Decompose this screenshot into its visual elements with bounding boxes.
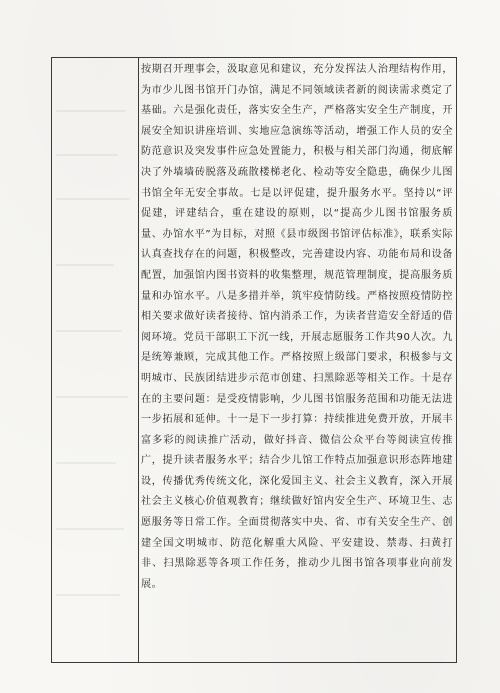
bleed-through-mark xyxy=(56,594,120,596)
bleed-through-mark xyxy=(56,462,116,464)
content-cell xyxy=(141,60,453,620)
bleed-through-mark xyxy=(56,264,114,266)
bleed-through-mark xyxy=(56,198,130,200)
bleed-through-mark xyxy=(56,330,122,332)
bleed-through-mark xyxy=(56,528,124,530)
bleed-through-mark xyxy=(56,396,128,398)
left-label-cell xyxy=(52,58,138,662)
body-paragraph: 按期召开理事会，汲取意见和建议，充分发挥法人治理结构作用，为市少儿图书馆开门办馆，满足不同领域读者新的阅读需求奠定了基础。六是强化责任，落实安全生产，严格落实安全生产制度，开展安全知识讲座培训、实地应急演练等活动，增强工作人员的安全防范意识及突发事件应急处置能力，积极与相关部门沟通，彻底解决了外墙墙砖脱落及疏散楼梯老化、检动等安全隐患，确保少儿图书馆全年无安全事故。七是以评促建，提升服务水平。坚持以“评促建，评建结合，重在建设的原则，以“提高少儿图书馆服务质量、办馆水平”为目标，对照《县市级图书馆评估标准》，联系实际认真查找存在的问题，积极整改，完善建设内容、功能布局和设备配置，加强馆内图书资料的收集整理，规范管理制度，提高服务质量和办馆水平。八是多措并举，筑牢疫情防线。严格按照疫情防控相关要求做好读者接待、馆内消杀工作，为读者营造安全舒适的借阅环境。党员干部职工下沉一线，开展志愿服务工作共90人次。九是统筹兼顾，完成其他工作。严格按照上级部门要求，积极参与文明城市、民族团结进步示范市创建、扫黑除恶等相关工作。十是存在的主要问题：是受疫情影响，少儿图书馆服务范围和功能无法进一步拓展和延伸。十一是下一步打算：持续推进免费开放，开展丰富多彩的阅读推广活动，做好抖音、微信公众平台等阅读宣传推广，提升读者服务水平；结合少儿馆工作特点加强意识形态阵地建设，传播优秀传统文化，深化爱国主义、社会主义教育，深入开展社会主义核心价值观教育；继续做好馆内安全生产、环境卫生、志愿服务等日常工作。全面贯彻落实中央、省、市有关安全生产、创建全国文明城市、防范化解重大风险、平安建设、禁毒、扫黄打非、扫黑除恶等各项工作任务，推动少儿图书馆各项事业向前发展。 xyxy=(141,64,453,590)
bleed-through-mark xyxy=(56,154,118,156)
bleed-through-mark xyxy=(56,110,126,112)
column-divider xyxy=(138,57,139,663)
